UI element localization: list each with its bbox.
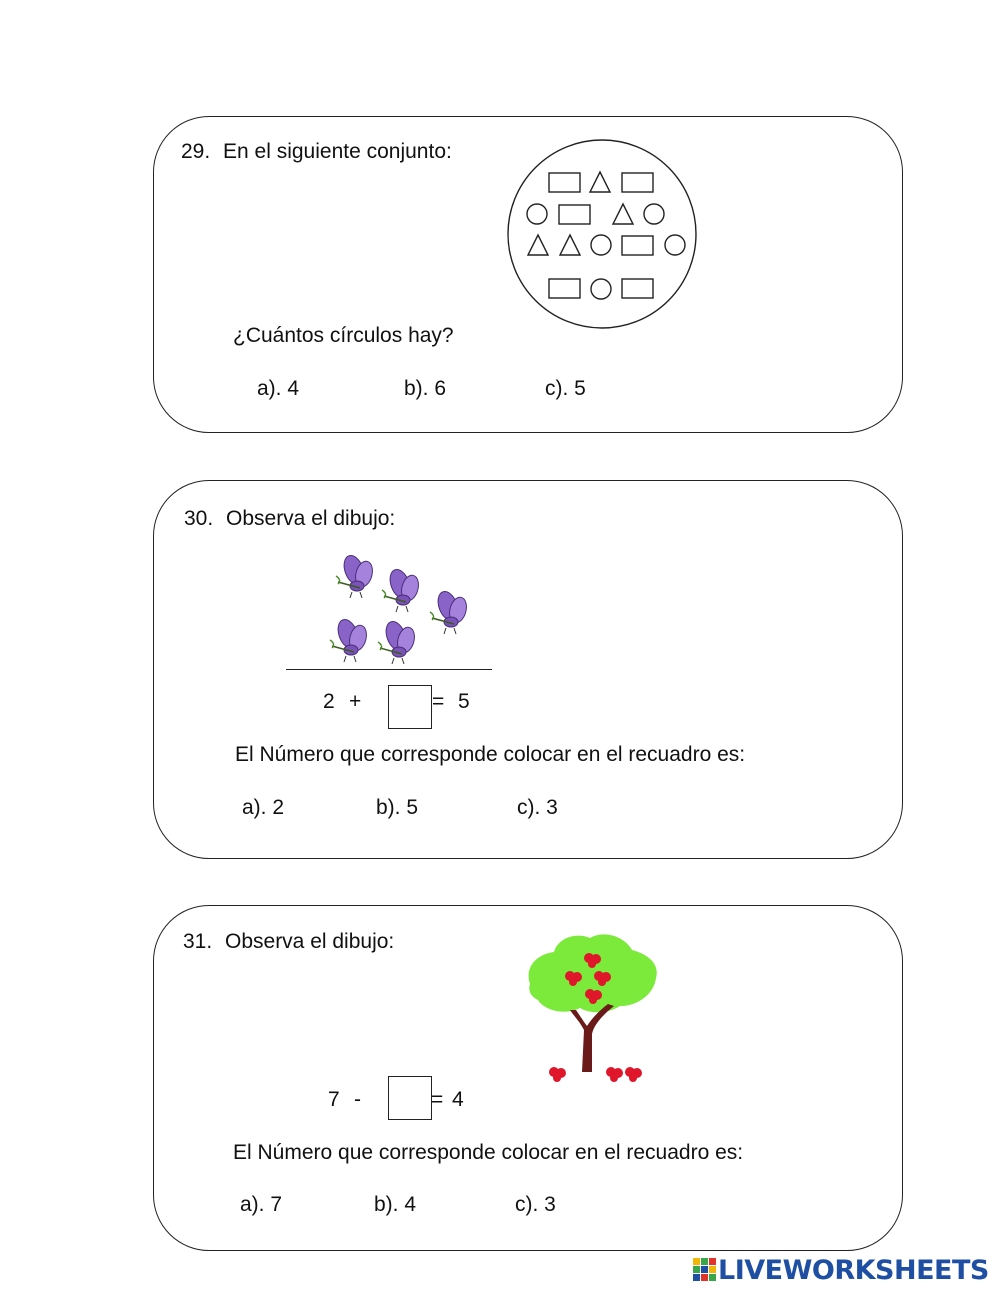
set-boundary-circle xyxy=(508,140,696,328)
rectangle-shape xyxy=(622,236,653,255)
circle-shape xyxy=(644,204,664,224)
butterfly-icon xyxy=(382,567,421,612)
circle-shape xyxy=(527,204,547,224)
equation-operator: - xyxy=(354,1088,361,1111)
butterfly-icon xyxy=(336,553,375,598)
equation-result: 5 xyxy=(458,690,470,713)
logo-text: LIVEWORKSHEETS xyxy=(718,1254,989,1286)
option-c[interactable]: c). 3 xyxy=(517,796,558,819)
circle-shape xyxy=(665,235,685,255)
rectangle-shape xyxy=(622,279,653,298)
apple-icon xyxy=(625,1067,642,1082)
triangle-shape xyxy=(528,235,548,255)
circle-shape xyxy=(591,235,611,255)
question-29-number: 29. xyxy=(181,140,211,163)
option-c[interactable]: c). 3 xyxy=(515,1193,556,1216)
divider-line xyxy=(286,669,492,670)
equation-result: 4 xyxy=(452,1088,464,1111)
question-31-number: 31. xyxy=(183,930,213,953)
circle-shape xyxy=(591,279,611,299)
option-c[interactable]: c). 5 xyxy=(545,377,586,400)
butterflies-illustration xyxy=(320,552,480,668)
option-b[interactable]: b). 5 xyxy=(376,796,419,819)
butterfly-icon xyxy=(378,619,417,664)
option-b[interactable]: b). 4 xyxy=(374,1193,417,1216)
question-29-question: ¿Cuántos círculos hay? xyxy=(233,324,454,347)
option-a[interactable]: a). 4 xyxy=(257,377,300,400)
apple-icon xyxy=(549,1067,566,1082)
liveworksheets-logo xyxy=(692,1252,989,1288)
question-30-number: 30. xyxy=(184,507,214,530)
triangle-shape xyxy=(590,172,610,192)
equation-left-operand: 2 xyxy=(323,690,335,713)
triangle-shape xyxy=(560,235,580,255)
answer-box[interactable] xyxy=(388,1076,432,1120)
answer-box[interactable] xyxy=(388,685,432,729)
rectangle-shape xyxy=(559,205,590,224)
apple-icon xyxy=(606,1067,623,1082)
question-30-question: El Número que corresponde colocar en el recuadro es: xyxy=(235,743,746,766)
question-31-question: El Número que corresponde colocar en el recuadro es: xyxy=(233,1141,744,1164)
triangle-shape xyxy=(613,204,633,224)
question-30-prompt: Observa el dibujo: xyxy=(226,507,396,530)
equation-operator: + xyxy=(349,690,362,713)
shape-set-diagram xyxy=(506,137,698,331)
butterfly-icon xyxy=(330,617,369,662)
equation-left-operand: 7 xyxy=(328,1088,340,1111)
equation-equals: = xyxy=(431,1088,444,1111)
option-a[interactable]: a). 2 xyxy=(242,796,285,819)
option-a[interactable]: a). 7 xyxy=(240,1193,283,1216)
equation-equals: = xyxy=(432,690,445,713)
tree-trunk xyxy=(570,1004,614,1072)
rectangle-shape xyxy=(549,173,580,192)
question-29-prompt: En el siguiente conjunto: xyxy=(223,140,452,163)
butterfly-icon xyxy=(430,589,469,634)
option-b[interactable]: b). 6 xyxy=(404,377,447,400)
rectangle-shape xyxy=(549,279,580,298)
rectangle-shape xyxy=(622,173,653,192)
logo-icon xyxy=(692,1257,718,1283)
question-31-prompt: Observa el dibujo: xyxy=(225,930,395,953)
apple-tree-illustration xyxy=(524,930,664,1086)
